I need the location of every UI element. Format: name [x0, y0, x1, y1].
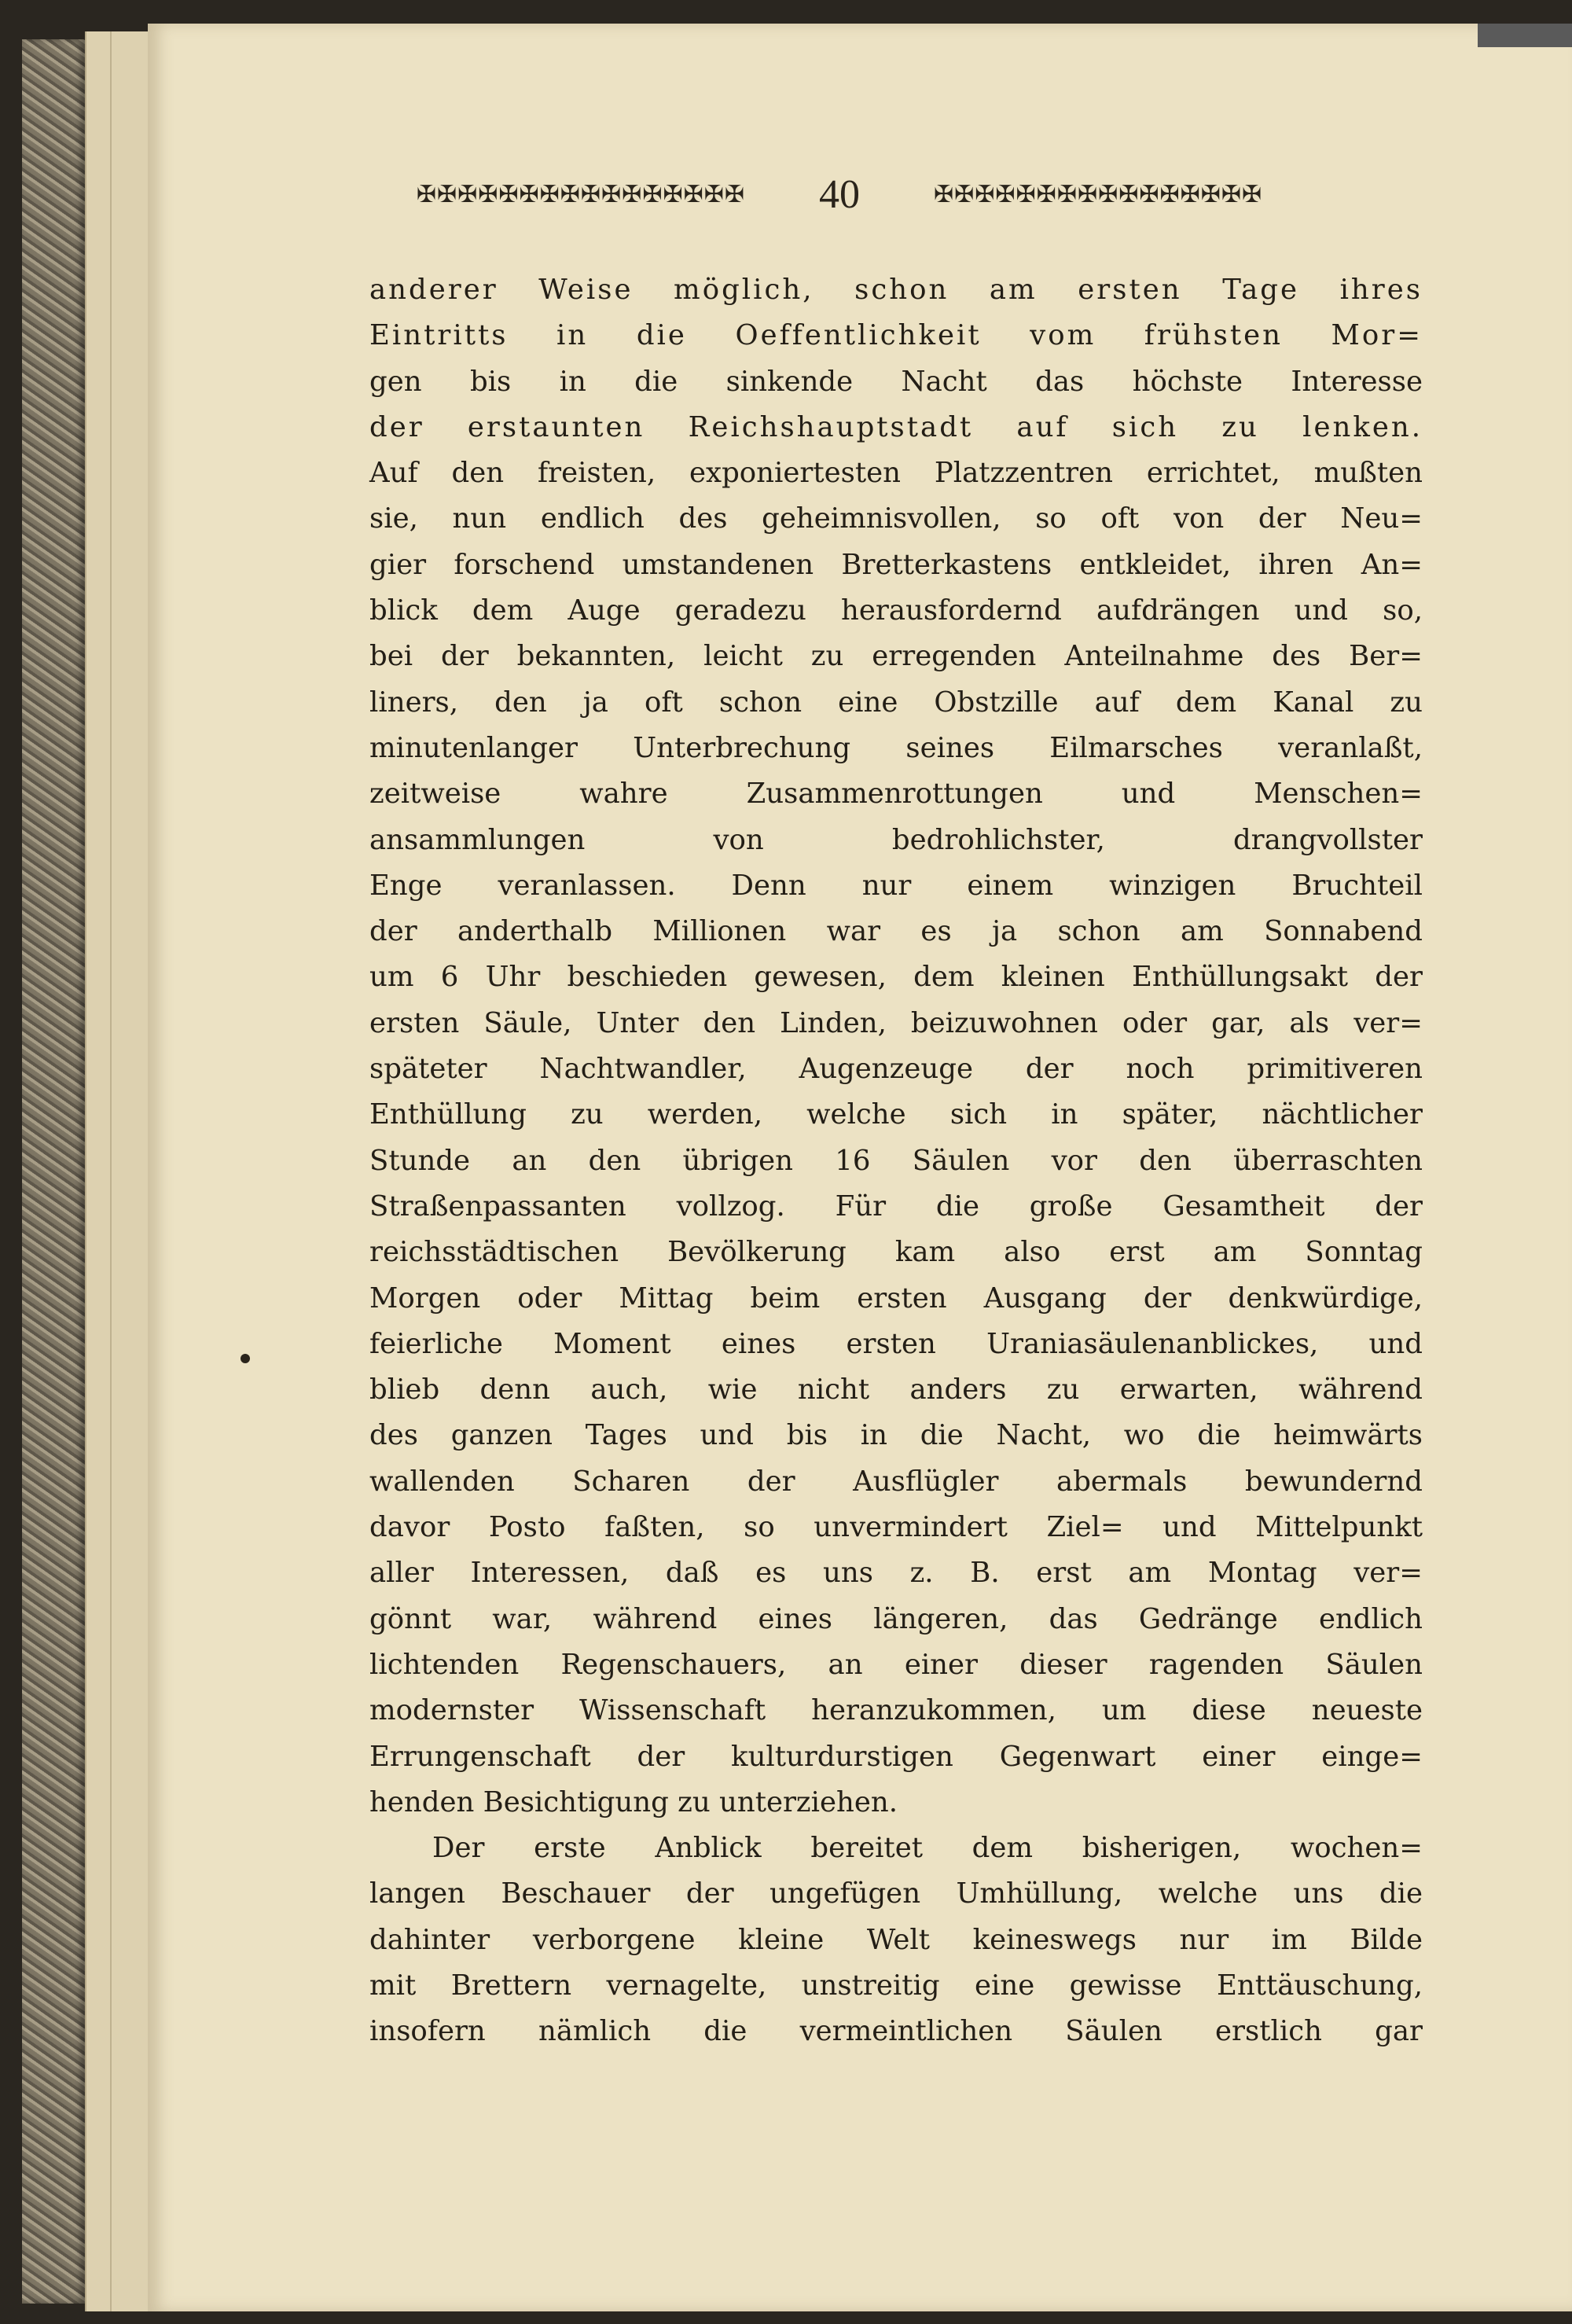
text-line: um 6 Uhr beschieden gewesen, dem kleinen Enthüllungsakt der: [369, 961, 1423, 994]
text-line: des ganzen Tages und bis in die Nacht, wo die heimwärts: [369, 1419, 1423, 1452]
book-binding: [22, 39, 85, 2304]
page-number: 40: [819, 172, 860, 217]
text-line: Enthüllung zu werden, welche sich in später, nächtlicher: [369, 1098, 1423, 1131]
text-line: zeitweise wahre Zusammenrottungen und Menschen=: [369, 778, 1423, 811]
text-line: gen bis in die sinkende Nacht das höchste Interesse: [369, 365, 1423, 398]
text-line: liners, den ja oft schon eine Obstzille auf dem Kanal zu: [369, 686, 1423, 719]
text-line: blieb denn auch, wie nicht anders zu erwarten, während: [369, 1373, 1423, 1407]
text-line: gönnt war, während eines längeren, das Gedränge endlich: [369, 1602, 1423, 1635]
text-line: lichtenden Regenschauers, an einer dieser ragenden Säulen: [369, 1648, 1423, 1681]
text-line: dahinter verborgene kleine Welt keineswegs nur im Bilde: [369, 1923, 1423, 1956]
text-line: Der erste Anblick bereitet dem bisherigen, wochen=: [432, 1832, 1423, 1865]
text-line: Errungenschaft der kulturdurstigen Gegenwart einer einge=: [369, 1740, 1423, 1773]
text-line: ersten Säule, Unter den Linden, beizuwohnen oder gar, als ver=: [369, 1006, 1423, 1039]
text-line: aller Interessen, daß es uns z. B. erst am Montag ver=: [369, 1557, 1423, 1590]
header-ornament-left: ✠✠✠✠✠✠✠✠✠✠✠✠✠✠✠✠: [416, 181, 745, 208]
text-line: anderer Weise möglich, schon am ersten Tage ihres: [369, 274, 1423, 306]
text-line: minutenlanger Unterbrechung seines Eilmarsches veranlaßt,: [369, 731, 1423, 764]
text-line: modernster Wissenschaft heranzukommen, um diese neueste: [369, 1694, 1423, 1727]
paragraph-1: [369, 267, 1423, 1826]
corner-label: [1478, 24, 1572, 47]
text-line: der erstaunten Reichshauptstadt auf sich zu lenken.: [369, 410, 1423, 443]
text-line: reichsstädtischen Bevölkerung kam also erst am Sonntag: [369, 1236, 1423, 1269]
text-line: blick dem Auge geradezu herausfordernd aufdrängen und so,: [369, 594, 1423, 627]
text-line: davor Posto faßten, so unvermindert Ziel= und Mittelpunkt: [369, 1511, 1423, 1544]
page-header: [242, 171, 1437, 219]
text-line: Enge veranlassen. Denn nur einem winzigen Bruchteil: [369, 869, 1423, 902]
text-line: mit Brettern vernagelte, unstreitig eine gewisse Enttäuschung,: [369, 1969, 1423, 2002]
body-text: [369, 267, 1423, 2055]
text-line: langen Beschauer der ungefügen Umhüllung, welche uns die: [369, 1877, 1423, 1910]
text-line: wallenden Scharen der Ausflügler abermals bewundernd: [369, 1465, 1423, 1498]
paragraph-2: [369, 1826, 1423, 2054]
text-line: gier forschend umstandenen Bretterkastens entkleidet, ihren An=: [369, 548, 1423, 581]
text-line: Auf den freisten, exponiertesten Platzzentren errichtet, mußten: [369, 457, 1423, 490]
text-line: Straßenpassanten vollzog. Für die große Gesamtheit der: [369, 1190, 1423, 1223]
text-line: sie, nun endlich des geheimnisvollen, so oft von der Neu=: [369, 502, 1423, 535]
text-line: Eintritts in die Oeffentlichkeit vom frühsten Mor=: [369, 319, 1423, 352]
text-line: der anderthalb Millionen war es ja schon am Sonnabend: [369, 915, 1423, 948]
text-line: späteter Nachtwandler, Augenzeuge der noch primitiveren: [369, 1053, 1423, 1086]
text-line: feierliche Moment eines ersten Uraniasäulenanblickes, und: [369, 1327, 1423, 1360]
margin-ink-dot: [241, 1354, 250, 1363]
text-line: ansammlungen von bedrohlichster, drangvollster: [369, 823, 1423, 856]
text-line: insofern nämlich die vermeintlichen Säulen erstlich gar: [369, 2015, 1423, 2048]
header-ornament-right: ✠✠✠✠✠✠✠✠✠✠✠✠✠✠✠✠: [934, 181, 1263, 208]
text-line: henden Besichtigung zu unterziehen.: [369, 1785, 898, 1818]
endpaper-edges: [85, 31, 149, 2311]
text-line: Morgen oder Mittag beim ersten Ausgang der denkwürdige,: [369, 1282, 1423, 1315]
text-line: bei der bekannten, leicht zu erregenden Anteilnahme des Ber=: [369, 640, 1423, 673]
text-line: Stunde an den übrigen 16 Säulen vor den überraschten: [369, 1144, 1423, 1177]
